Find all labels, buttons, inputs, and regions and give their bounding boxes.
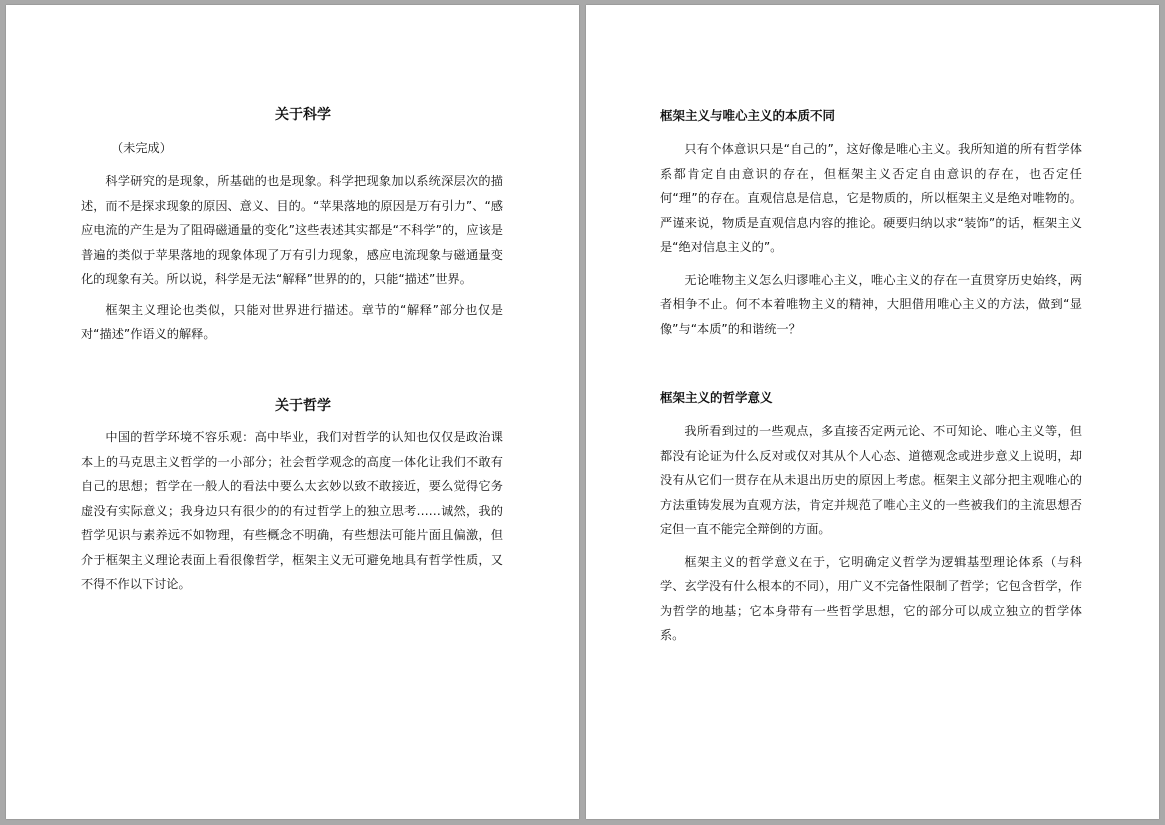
meaning-paragraph-1: 我所看到过的一些观点，多直接否定两元论、不可知论、唯心主义等，但都没有论证为什么反对或仅对其从个人心态、道德观念或进步意义上说明，却没有从它们一贯存在从未退出历史的原因上考虑。框架主义部分把主观唯心的方法重铸发展为直观方法，肯定并规范了唯心主义的一些被我们的主流思想否定但一直不能完全辩倒的方面。: [660, 424, 1082, 536]
philosophy-paragraph-1: 中国的哲学环境不容乐观：高中毕业，我们对哲学的认知也仅仅是政治课本上的马克思主义哲学的一小部分；社会哲学观念的高度一体化让我们不敢有自己的思想；哲学在一般人的看法中要么太玄妙以致不敢接近，要么觉得它务虚没有实际意义；我身边只有很少的的有过哲学上的独立思考……诚然，我的哲学见识与素养远不如物理，有些概念不明确，有些想法可能片面且偏激，但介于框架主义理论表面上看很像哲学，框架主义无可避免地具有哲学性质，又不得不作以下讨论。: [81, 430, 503, 591]
philosophy-title: 关于哲学: [275, 398, 331, 414]
essence-paragraph-2: 无论唯物主义怎么归谬唯心主义，唯心主义的存在一直贯穿历史始终，两者相争不止。何不本着唯物主义的精神，大胆借用唯心主义的方法，做到“显像”与“本质”的和谐统一？: [660, 272, 1082, 336]
philosophy-body: [81, 425, 503, 597]
essence-heading: 框架主义与唯心主义的本质不同: [660, 108, 836, 123]
unfinished-note: （未完成）: [111, 141, 172, 155]
essence-body: [660, 137, 1082, 341]
meaning-heading: 框架主义的哲学意义: [660, 390, 773, 405]
essence-heading-wrap: [660, 106, 1082, 126]
philosophy-section: [103, 396, 503, 416]
meaning-heading-wrap: [660, 388, 1082, 408]
science-note-wrap: [111, 138, 311, 158]
science-title: 关于科学: [275, 107, 331, 123]
science-paragraph-1: 科学研究的是现象，所基础的也是现象。科学把现象加以系统深层次的描述，而不是探求现象的原因、意义、目的。“苹果落地的原因是万有引力”、“感应电流的产生是为了阻碍磁通量的变化”这些表述其实都是“不科学”的，应该是普遍的类似于苹果落地的现象体现了万有引力现象，感应电流现象与磁通量变化的现象有关。所以说，科学是无法“解释”世界的的，只能“描述”世界。: [81, 174, 503, 286]
science-body: [81, 169, 503, 347]
essence-paragraph-1: 只有个体意识只是“自己的”，这好像是唯心主义。我所知道的所有哲学体系都肯定自由意识的存在，但框架主义否定自由意识的存在，也否定任何“理”的存在。直观信息是信息，它是物质的，所以框架主义是绝对唯物的。严谨来说，物质是直观信息内容的推论。硬要归纳以求“装饰”的话，框架主义是“绝对信息主义的”。: [660, 142, 1082, 254]
meaning-paragraph-2: 框架主义的哲学意义在于，它明确定义哲学为逻辑基型理论体系（与科学、玄学没有什么根本的不同），用广义不完备性限制了哲学；它包含哲学，作为哲学的地基；它本身带有一些哲学思想，它的部分可以成立独立的哲学体系。: [660, 554, 1082, 642]
document-page-right: [586, 5, 1159, 819]
science-section: [103, 105, 503, 125]
meaning-body: [660, 419, 1082, 648]
document-page-left: [6, 5, 579, 819]
science-paragraph-2: 框架主义理论也类似，只能对世界进行描述。章节的“解释”部分也仅是对“描述”作语义的解释。: [81, 302, 503, 341]
